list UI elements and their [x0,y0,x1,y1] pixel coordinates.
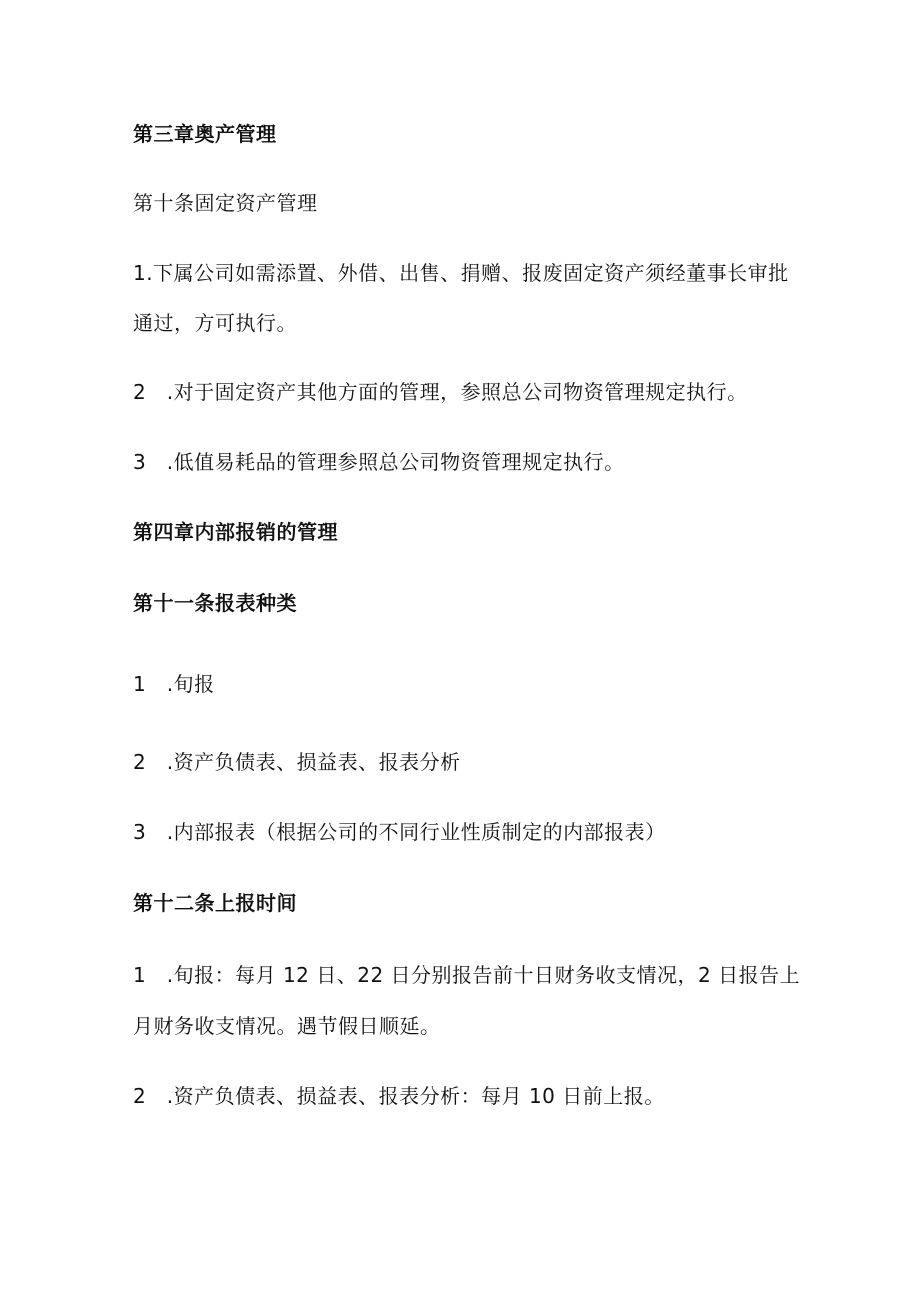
list-item: 1 .旬报 [133,672,215,696]
paragraph-line: 月财务收支情况。遇节假日顺延。 [133,1014,441,1038]
article-12-heading: 第十二条上报时间 [133,891,297,915]
chapter-3-heading: 第三章奥产管理 [133,122,277,146]
article-11-heading: 第十一条报表种类 [133,591,297,615]
paragraph-line: 1.下属公司如需添置、外借、出售、捐赠、报废固定资产须经董事长审批 [133,261,789,285]
article-10-heading: 第十条固定资产管理 [133,191,318,215]
paragraph-line: 2 .对于固定资产其他方面的管理，参照总公司物资管理规定执行。 [133,380,748,404]
list-item: 2 .资产负债表、损益表、报表分析 [133,750,461,774]
list-item: 3 .内部报表（根据公司的不同行业性质制定的内部报表） [133,820,666,844]
paragraph-line: 1 .旬报：每月 12 日、22 日分别报告前十日财务收支情况，2 日报告上 [133,963,801,987]
paragraph-line: 3 .低值易耗品的管理参照总公司物资管理规定执行。 [133,450,625,474]
paragraph-line: 2 .资产负债表、损益表、报表分析：每月 10 日前上报。 [133,1084,665,1108]
paragraph-line: 通过，方可执行。 [133,311,297,335]
chapter-4-heading: 第四章内部报销的管理 [133,520,338,544]
